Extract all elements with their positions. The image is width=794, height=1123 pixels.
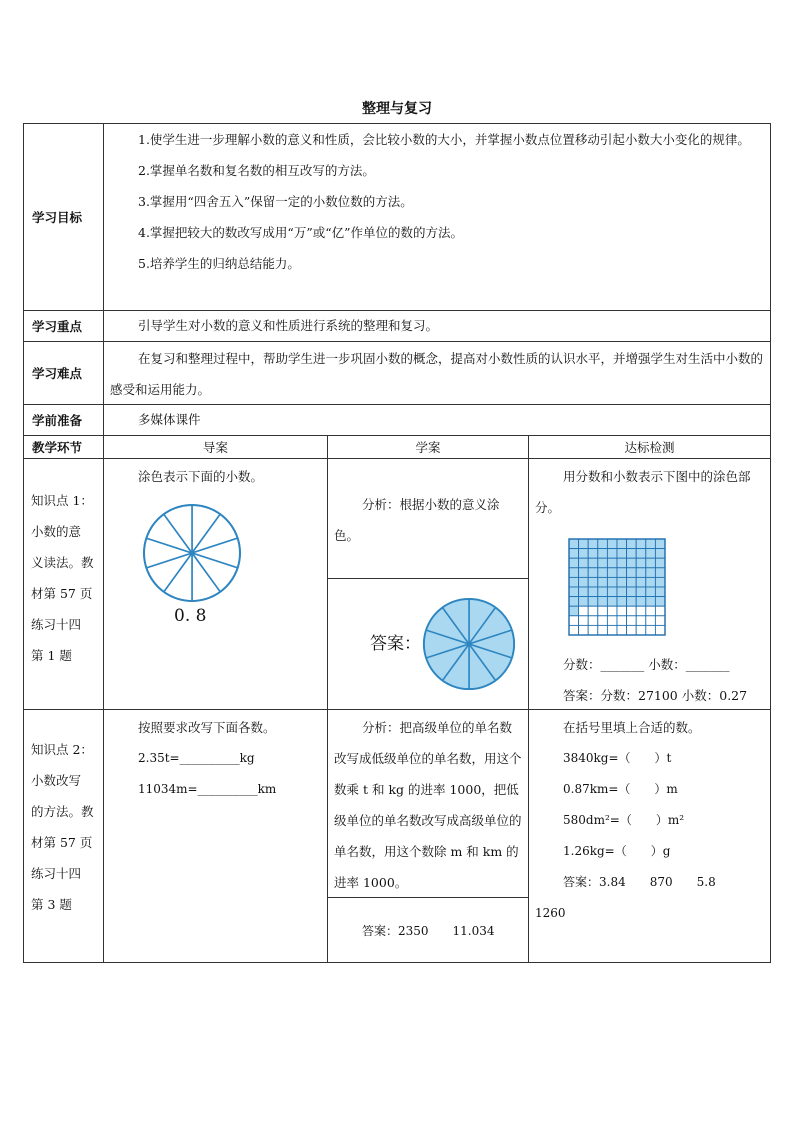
k1-guide: [103, 458, 328, 710]
grid-cell: [579, 587, 589, 597]
grid-cell: [607, 568, 617, 578]
k2-check-answer: 答案：3.84 870 5.8: [563, 875, 716, 889]
grid-cell: [646, 577, 656, 587]
grid-cell: [579, 549, 589, 559]
k1-study-answer: [327, 578, 529, 710]
k1-check-blank: 分数：_______ 小数：_______: [563, 657, 730, 672]
grid-cell: [579, 625, 589, 635]
grid-cell: [598, 587, 608, 597]
grid-cell: [588, 577, 598, 587]
k1-study-text: 分析：根据小数的意义涂色。: [334, 497, 500, 543]
header-stage: 教学环节: [23, 435, 104, 459]
grid-cell: [598, 606, 608, 616]
k2-guide: [103, 709, 328, 963]
grid-cell: [617, 568, 627, 578]
grid-cell: [588, 549, 598, 559]
grid-cell: [588, 558, 598, 568]
grid-cell: [579, 616, 589, 626]
k2-study-answer-box: [327, 897, 529, 963]
grid-cell: [607, 587, 617, 597]
grid-cell: [655, 616, 665, 626]
difficulty-content: 在复习和整理过程中，帮助学生进一步巩固小数的概念，提高对小数性质的认识水平，并增强学生对生活中小数的感受和运用能力。: [103, 341, 771, 405]
grid-cell: [646, 616, 656, 626]
grid-cell: [627, 568, 637, 578]
grid-cell: [607, 558, 617, 568]
k1-line: 第 1 题: [31, 648, 72, 663]
grid-cell: [607, 577, 617, 587]
page-title: 整理与复习: [362, 101, 432, 117]
k2-study: [327, 709, 529, 898]
grid-cell: [636, 568, 646, 578]
k1-line: 义读法。教: [31, 555, 94, 570]
grid-cell: [617, 606, 627, 616]
grid-cell: [636, 577, 646, 587]
k2-check-item: 3840kg=（ ）t: [563, 751, 672, 765]
k2-line: 练习十四: [31, 866, 82, 881]
k2-guide-item: 2.35t=__________kg: [138, 751, 255, 765]
grid-cell: [617, 549, 627, 559]
grid-cell: [646, 597, 656, 607]
grid-cell: [646, 568, 656, 578]
grid-cell: [655, 568, 665, 578]
grid-cell: [646, 549, 656, 559]
k2-line: 第 3 题: [31, 897, 72, 912]
k2-check-answer-cont: 1260: [535, 906, 566, 920]
goals-content: [103, 123, 771, 311]
hundred-grid-diagram: [569, 539, 665, 635]
grid-cell: [655, 587, 665, 597]
grid-cell: [627, 616, 637, 626]
grid-cell: [569, 625, 579, 635]
grid-cell: [617, 625, 627, 635]
grid-cell: [646, 606, 656, 616]
k2-line: 材第 57 页: [31, 835, 93, 850]
grid-cell: [627, 539, 637, 549]
grid-cell: [617, 539, 627, 549]
grid-cell: [569, 558, 579, 568]
grid-cell: [627, 577, 637, 587]
grid-cell: [588, 606, 598, 616]
goal-item: 5.培养学生的归纳总结能力。: [138, 256, 300, 271]
k2-line: 小数改写: [31, 773, 82, 788]
k2-line: 知识点 2：: [31, 742, 93, 757]
grid-cell: [598, 568, 608, 578]
k1-stage: [23, 458, 104, 710]
grid-cell: [646, 558, 656, 568]
circle-center-dot: [467, 642, 472, 647]
prep-content: 多媒体课件: [103, 404, 771, 436]
grid-cell: [569, 597, 579, 607]
k1-guide-value: 0. 8: [174, 606, 207, 626]
k1-answer-label: 答案：: [370, 634, 421, 654]
grid-cell: [607, 549, 617, 559]
k2-check-item: 1.26kg=（ ）g: [563, 844, 671, 858]
k1-line: 练习十四: [31, 617, 82, 632]
circle-center-dot: [190, 551, 195, 556]
grid-cell: [569, 549, 579, 559]
goal-item: 2.掌握单名数和复名数的相互改写的方法。: [138, 163, 375, 178]
grid-cell: [598, 597, 608, 607]
k2-check-item: 0.87km=（ ）m: [563, 782, 678, 796]
grid-cell: [655, 549, 665, 559]
guide-circle-diagram: [142, 503, 242, 603]
grid-cell: [627, 625, 637, 635]
goal-item: 3.掌握用“四舍五入”保留一定的小数位数的方法。: [138, 194, 413, 209]
grid-cell: [598, 625, 608, 635]
goal-item: 1.使学生进一步理解小数的意义和性质，会比较小数的大小，并掌握小数点位置移动引起小数大小变化的规律。: [138, 132, 750, 147]
grid-cell: [569, 587, 579, 597]
grid-cell: [598, 549, 608, 559]
grid-cell: [569, 577, 579, 587]
header-check: 达标检测: [528, 435, 771, 459]
grid-cell: [607, 625, 617, 635]
k1-check-answer: 答案：分数：27100 小数：0.27: [563, 688, 748, 703]
k2-guide-text: 按照要求改写下面各数。: [138, 720, 276, 735]
grid-cell: [655, 558, 665, 568]
focus-label: 学习重点: [23, 310, 104, 342]
grid-cell: [607, 539, 617, 549]
grid-cell: [655, 597, 665, 607]
grid-cell: [636, 606, 646, 616]
k2-check: [528, 709, 771, 963]
grid-cell: [636, 616, 646, 626]
grid-cell: [627, 597, 637, 607]
grid-cell: [579, 577, 589, 587]
grid-cell: [617, 587, 627, 597]
grid-cell: [636, 587, 646, 597]
grid-cell: [627, 558, 637, 568]
grid-cell: [607, 597, 617, 607]
grid-cell: [588, 539, 598, 549]
goal-item: 4.掌握把较大的数改写成用“万”或“亿”作单位的数的方法。: [138, 225, 463, 240]
grid-cell: [579, 606, 589, 616]
answer-circle-diagram: [422, 597, 516, 691]
grid-cell: [655, 577, 665, 587]
header-study: 学案: [327, 435, 529, 459]
grid-cell: [636, 625, 646, 635]
grid-cell: [569, 616, 579, 626]
k1-guide-text: 涂色表示下面的小数。: [138, 469, 264, 484]
grid-cell: [617, 558, 627, 568]
grid-cell: [579, 539, 589, 549]
grid-cell: [579, 558, 589, 568]
grid-cell: [598, 558, 608, 568]
k2-guide-item: 11034m=__________km: [138, 782, 277, 796]
grid-cell: [636, 549, 646, 559]
k1-check-text: 用分数和小数表示下图中的涂色部分。: [535, 469, 751, 515]
grid-cell: [655, 539, 665, 549]
k2-stage: [23, 709, 104, 963]
grid-cell: [579, 597, 589, 607]
k1-line: 材第 57 页: [31, 586, 93, 601]
grid-cell: [636, 597, 646, 607]
prep-label: 学前准备: [23, 404, 104, 436]
grid-cell: [598, 577, 608, 587]
grid-cell: [588, 616, 598, 626]
grid-cell: [569, 539, 579, 549]
grid-cell: [579, 568, 589, 578]
k2-check-text: 在括号里填上合适的数。: [563, 720, 701, 735]
grid-cell: [646, 539, 656, 549]
k2-study-answer: 答案：2350 11.034: [362, 924, 495, 938]
grid-cell: [627, 587, 637, 597]
grid-cell: [636, 539, 646, 549]
k1-line: 小数的意: [31, 524, 82, 539]
grid-cell: [569, 568, 579, 578]
grid-cell: [617, 577, 627, 587]
k2-check-item: 580dm²=（ ）m²: [563, 813, 685, 827]
grid-cell: [646, 587, 656, 597]
grid-cell: [569, 606, 579, 616]
grid-cell: [627, 549, 637, 559]
grid-cell: [607, 616, 617, 626]
goals-label: 学习目标: [23, 123, 104, 311]
grid-cell: [588, 625, 598, 635]
grid-cell: [607, 606, 617, 616]
grid-cell: [655, 625, 665, 635]
grid-cell: [588, 568, 598, 578]
grid-cell: [588, 587, 598, 597]
k1-study: [327, 458, 529, 579]
grid-cell: [588, 597, 598, 607]
grid-cell: [617, 597, 627, 607]
header-guide: 导案: [103, 435, 328, 459]
focus-content: 引导学生对小数的意义和性质进行系统的整理和复习。: [103, 310, 771, 342]
grid-cell: [598, 539, 608, 549]
grid-cell: [655, 606, 665, 616]
k1-line: 知识点 1：: [31, 493, 93, 508]
difficulty-label: 学习难点: [23, 341, 104, 405]
k2-study-text: 分析：把高级单位的单名数改写成低级单位的单名数，用这个数乘 t 和 kg 的进率 1000，把低级单位的单名数改写成高级单位的单名数，用这个数除 m 和 km 的进率 1000。: [334, 720, 522, 890]
grid-cell: [636, 558, 646, 568]
grid-cell: [598, 616, 608, 626]
grid-cell: [627, 606, 637, 616]
grid-cell: [617, 616, 627, 626]
k1-check: [528, 458, 771, 710]
grid-cell: [646, 625, 656, 635]
k2-line: 的方法。教: [31, 804, 94, 819]
